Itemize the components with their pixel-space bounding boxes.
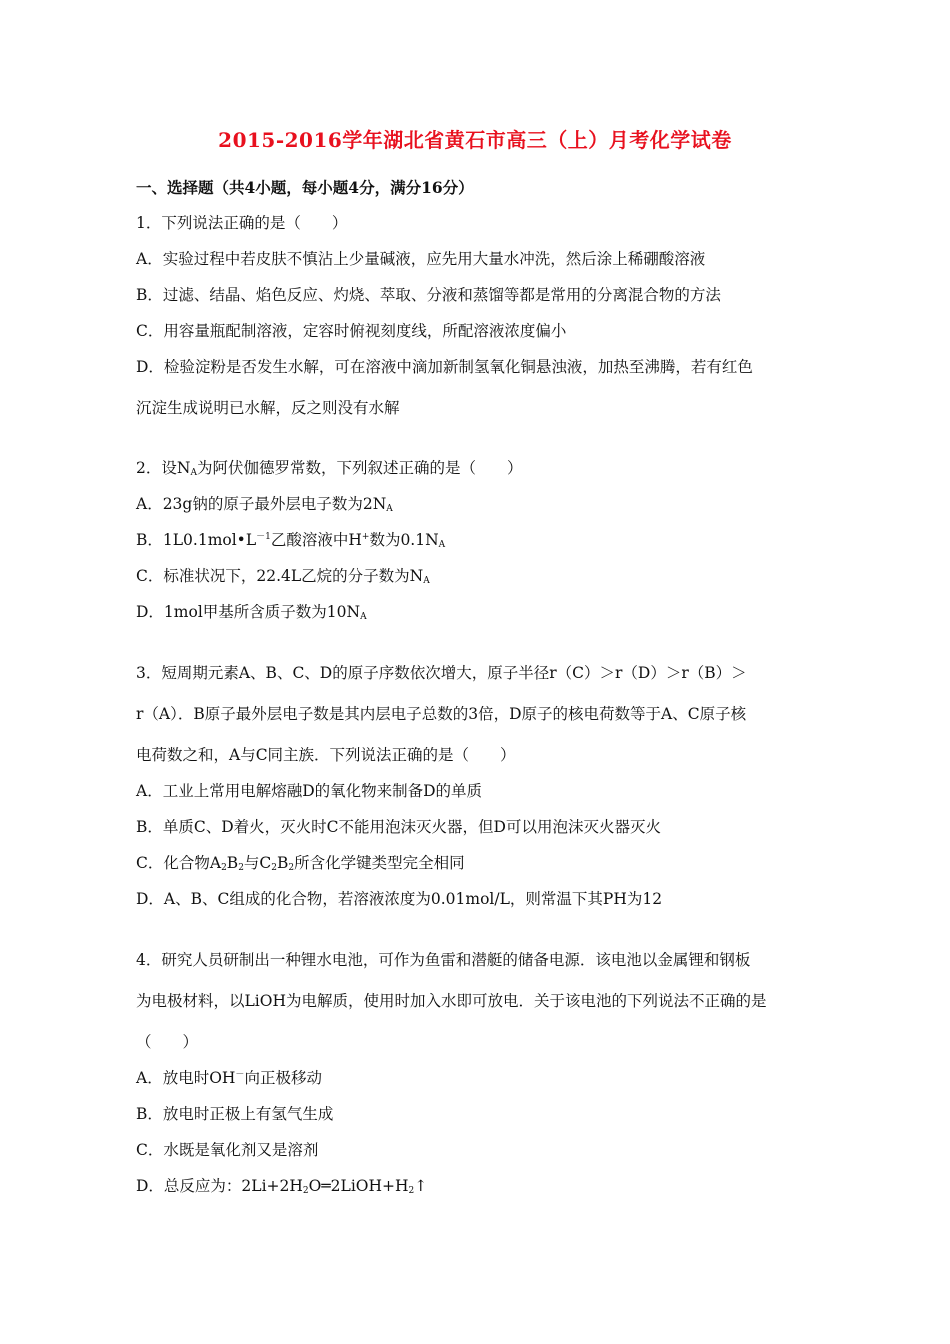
q2-option-b: B．$1L0.1mol•L^{-1}$乙酸溶液中H+数为$0.1N_A$: [136, 531, 446, 550]
q4-option-a: A．放电时OH－向正极移动: [136, 1069, 322, 1087]
q3-stem-line1: 3．短周期元素A、B、C、D的原子序数依次增大，原子半径r（C）＞r（D）＞r（B）＞: [136, 664, 747, 682]
q4-option-c: C．水既是氧化剂又是溶剂: [136, 1141, 319, 1159]
q2-stem: 2．设$N_A$为阿伏伽德罗常数，下列叙述正确的是（ ）: [136, 459, 523, 478]
q3-option-b: B．单质C、D着火，灭火时C不能用泡沫灭火器，但D可以用泡沫灭火器灭火: [136, 818, 661, 836]
q3-stem-line2: r（A）．B原子最外层电子数是其内层电子总数的3倍，D原子的核电荷数等于A、C原子核: [136, 705, 747, 723]
q3-option-a: A．工业上常用电解熔融D的氧化物来制备D的单质: [136, 782, 483, 800]
q3-option-c: C．化合物$A_2B_2$与$C_2B_2$所含化学键类型完全相同: [136, 854, 465, 873]
q1-option-c: C．用容量瓶配制溶液，定容时俯视刻度线，所配溶液浓度偏小: [136, 322, 567, 340]
q2-option-d: D．1mol甲基所含质子数为$10N_A$: [136, 603, 367, 622]
q3-stem-line3: 电荷数之和，A与C同主族．下列说法正确的是（ ）: [136, 746, 516, 764]
q1-option-d-line2: 沉淀生成说明已水解，反之则没有水解: [136, 399, 400, 417]
q4-option-d: D．总反应为：$2Li+2H_2O═2LiOH+H_2↑$: [136, 1177, 428, 1196]
q4-stem-line3: （ ）: [136, 1033, 199, 1051]
q1-stem: 1．下列说法正确的是（ ）: [136, 214, 348, 232]
section-heading: 一、选择题（共4小题，每小题4分，满分16分）: [136, 178, 474, 197]
q2-option-a: A．23g钠的原子最外层电子数为$2N_A$: [136, 495, 393, 514]
q4-option-b: B．放电时正极上有氢气生成: [136, 1105, 334, 1123]
q4-stem-line2: 为电极材料，以LiOH为电解质，使用时加入水即可放电．关于该电池的下列说法不正确的是: [136, 992, 767, 1010]
exam-title: 2015-2016学年湖北省黄石市高三（上）月考化学试卷: [218, 128, 732, 152]
q3-option-d: D．A、B、C组成的化合物，若溶液浓度为0.01mol/L，则常温下其PH为12: [136, 890, 663, 908]
q4-stem-line1: 4．研究人员研制出一种锂水电池，可作为鱼雷和潜艇的储备电源．该电池以金属锂和钢板: [136, 951, 751, 969]
q2-option-c: C．标准状况下，22.4L乙烷的分子数为$N_A$: [136, 567, 430, 586]
q1-option-d-line1: D．检验淀粉是否发生水解，可在溶液中滴加新制氢氧化铜悬浊液，加热至沸腾，若有红色: [136, 358, 753, 376]
q1-option-b: B．过滤、结晶、焰色反应、灼烧、萃取、分液和蒸馏等都是常用的分离混合物的方法: [136, 286, 721, 304]
q1-option-a: A．实验过程中若皮肤不慎沾上少量碱液，应先用大量水冲洗，然后涂上稀硼酸溶液: [136, 250, 706, 268]
